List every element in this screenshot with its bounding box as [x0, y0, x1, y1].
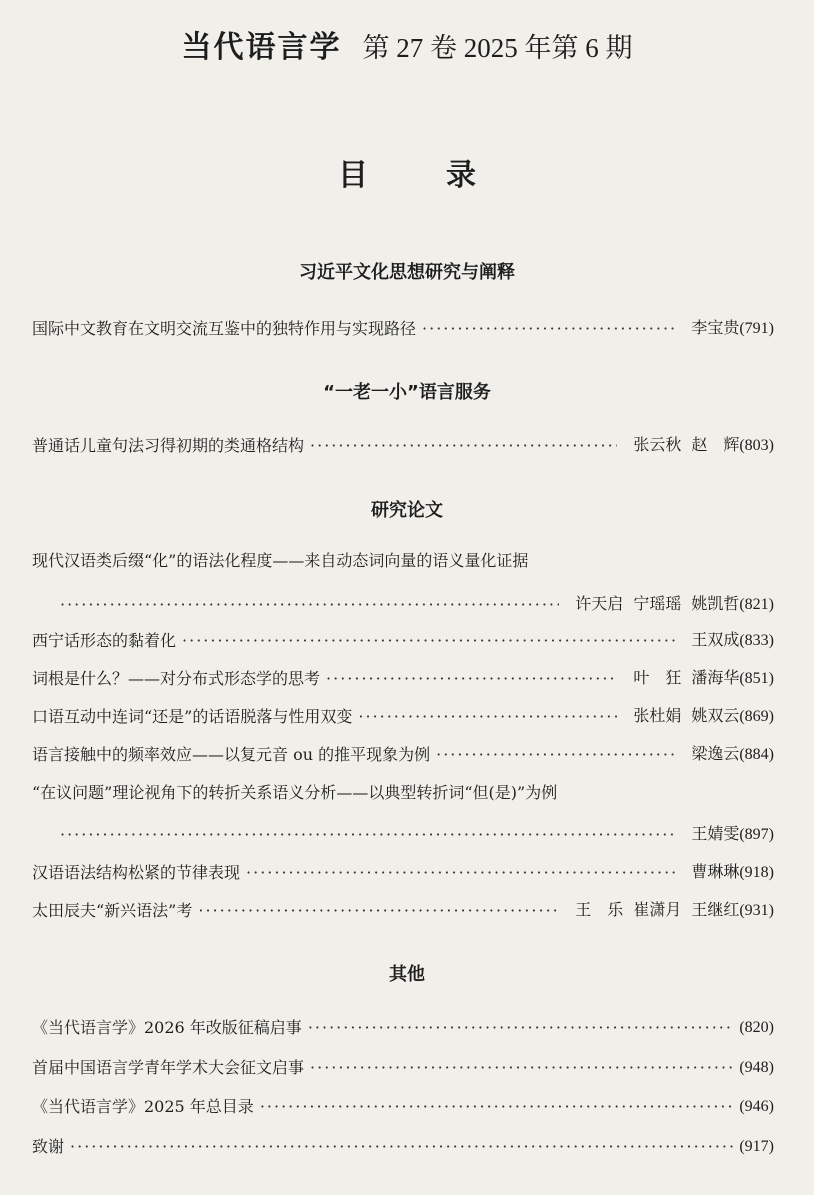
leader-dots: [246, 862, 675, 884]
page-number: (803): [739, 437, 774, 454]
entry-authors: [565, 900, 774, 922]
toc-title: 目 录: [338, 158, 500, 193]
toc-entry[interactable]: [32, 433, 774, 457]
leader-dots: [182, 630, 675, 652]
toc-entry[interactable]: [32, 704, 774, 728]
journal-name: 当代语言学: [181, 30, 342, 65]
page-number: (931): [739, 902, 774, 919]
leader-dots: [60, 594, 559, 616]
entry-title: 太田辰夫“新兴语法”考: [32, 901, 193, 920]
author: 王 乐: [575, 902, 624, 919]
page-number: (918): [739, 864, 774, 881]
leader-dots: [310, 435, 617, 457]
author: 姚凯哲: [691, 596, 740, 613]
entry-title[interactable]: 现代汉语类后缀“化”的语法化程度——来自动态词向量的语义量化证据: [32, 551, 529, 570]
entry-title: 西宁话形态的黏着化: [32, 631, 177, 650]
author: 崔潇月: [633, 902, 682, 919]
entry-title: 《当代语言学》2026 年改版征稿启事: [32, 1018, 302, 1037]
page-number: (884): [739, 746, 774, 763]
author: 姚双云: [691, 708, 740, 725]
leader-dots: [70, 1136, 733, 1158]
entry-authors: [623, 668, 774, 690]
page-number: (833): [739, 632, 774, 649]
toc-entry[interactable]: [32, 1134, 774, 1158]
author: 叶 狂: [633, 670, 682, 687]
author: 张云秋: [633, 437, 682, 454]
entry-authors: [681, 630, 774, 652]
entry-title: 词根是什么？——对分布式形态学的思考: [32, 669, 321, 688]
section-heading: “一老一小”语言服务: [323, 382, 491, 403]
leader-dots: [436, 744, 675, 766]
page-number: (820): [739, 1019, 774, 1036]
toc-entry[interactable]: [32, 592, 774, 616]
entry-title[interactable]: “在议问题”理论视角下的转折关系语义分析——以典型转折词“但(是)”为例: [32, 783, 558, 802]
toc-entry[interactable]: [32, 666, 774, 690]
toc-entry[interactable]: [32, 1015, 774, 1039]
page-number: (948): [739, 1059, 774, 1076]
toc-entry[interactable]: [32, 860, 774, 884]
page-number: (946): [739, 1098, 774, 1115]
author: 梁逸云: [691, 746, 740, 763]
toc-entry[interactable]: [32, 1055, 774, 1079]
entry-title: 国际中文教育在文明交流互鉴中的独特作用与实现路径: [32, 319, 417, 338]
leader-dots: [198, 900, 559, 922]
entry-title: 语言接触中的频率效应——以复元音 ou 的推平现象为例: [32, 745, 431, 764]
entry-title: 致谢: [32, 1137, 65, 1156]
author: 李宝贵: [691, 320, 740, 337]
leader-dots: [308, 1017, 734, 1039]
leader-dots: [422, 318, 675, 340]
author: 许天启: [575, 596, 624, 613]
entry-title: 汉语语法结构松紧的节律表现: [32, 863, 241, 882]
entry-authors: [681, 824, 774, 846]
entry-title: 普通话儿童句法习得初期的类通格结构: [32, 436, 305, 455]
author: 赵 辉: [691, 437, 740, 454]
author: 王继红: [691, 902, 740, 919]
leader-dots: [260, 1096, 734, 1118]
bleed-through-decoration: [140, 205, 144, 222]
page-number: (851): [739, 670, 774, 687]
author: 潘海华: [691, 670, 740, 687]
toc-entry[interactable]: [32, 742, 774, 766]
section-heading: 其他: [389, 964, 425, 985]
entry-authors: [681, 862, 774, 884]
entry-authors: [623, 435, 774, 457]
entry-authors: [681, 744, 774, 766]
leader-dots: [358, 706, 617, 728]
leader-dots: [310, 1057, 733, 1079]
issue-label: 第 27 卷 2025 年第 6 期: [362, 33, 633, 63]
section-heading: 习近平文化思想研究与阐释: [299, 262, 515, 283]
entry-title: 口语互动中连词“还是”的话语脱落与性用双变: [32, 707, 353, 726]
leader-dots: [326, 668, 617, 690]
entry-authors: [565, 594, 774, 616]
author: 宁瑶瑶: [633, 596, 682, 613]
section-heading: 研究论文: [371, 500, 443, 521]
entry-authors: [623, 706, 774, 728]
author: 王双成: [691, 632, 740, 649]
toc-entry[interactable]: [32, 316, 774, 340]
author: 曹琳琳: [691, 864, 740, 881]
toc-entry[interactable]: [32, 898, 774, 922]
page-number: (821): [739, 596, 774, 613]
toc-entry[interactable]: [32, 628, 774, 652]
entry-title: 《当代语言学》2025 年总目录: [32, 1097, 254, 1116]
entry-authors: [681, 318, 774, 340]
page-number: (869): [739, 708, 774, 725]
toc-entry[interactable]: [32, 822, 774, 846]
page-number: (791): [739, 320, 774, 337]
entry-title: 首届中国语言学青年学术大会征文启事: [32, 1058, 305, 1077]
journal-header: [0, 22, 814, 66]
toc-entry[interactable]: [32, 1094, 774, 1118]
leader-dots: [60, 824, 675, 846]
page-number: (897): [739, 826, 774, 843]
page-number: (917): [739, 1138, 774, 1155]
author: 张杜娟: [633, 708, 682, 725]
author: 王婧雯: [691, 826, 740, 843]
